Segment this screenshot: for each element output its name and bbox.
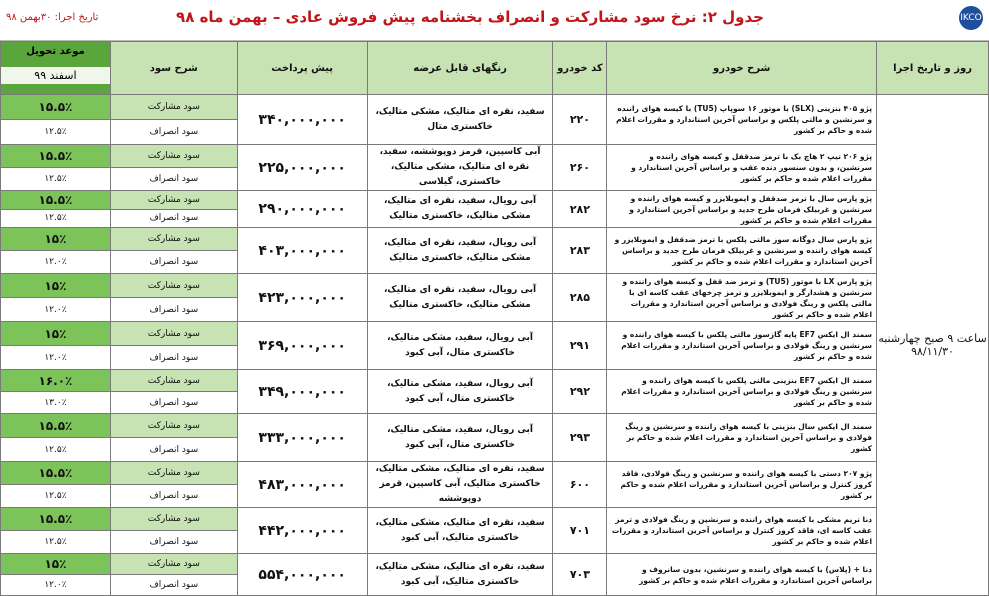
- header-delivery-label: موعد تحویل: [26, 46, 85, 57]
- participation-label: سود مشارکت: [110, 370, 237, 392]
- cancel-rate: ۱۲.۰٪: [1, 346, 111, 370]
- cancel-rate: ۱۲.۵٪: [1, 168, 111, 191]
- car-description: پژو پارس سال با ترمز ضدقفل و ایموبلایزر و کیسه هوای راننده و سرنشین و غربیلک فرمان طرح جدید و براساس آخرین استاندارد و مقررات اعلام شده و حاکم بر کشور: [607, 191, 877, 228]
- prepayment-amount: ۴۰۳,۰۰۰,۰۰۰: [237, 228, 367, 274]
- cancel-rate: ۱۲.۰٪: [1, 575, 111, 596]
- header-colors: رنگهای قابل عرضه: [367, 42, 553, 95]
- participation-label: سود مشارکت: [110, 414, 237, 438]
- available-colors: آبی رویال، سفید، مشکی متالیک، خاکستری متال، آبی کبود: [367, 370, 553, 414]
- execution-datetime: [877, 95, 989, 596]
- issue-date: تاریخ اجرا: ۳۰بهمن ۹۸: [6, 12, 99, 23]
- car-code: ۲۶۰: [553, 145, 607, 191]
- cancel-label: سود انصراف: [110, 251, 237, 274]
- car-code: ۶۰۰: [553, 462, 607, 508]
- prepayment-amount: ۲۲۵,۰۰۰,۰۰۰: [237, 145, 367, 191]
- cancel-rate: ۱۲.۵٪: [1, 438, 111, 462]
- participation-rate: ۱۵٪: [1, 274, 111, 298]
- available-colors: آبی رویال، سفید، نقره ای متالیک، مشکی متالیک، خاکستری متالیک: [367, 228, 553, 274]
- participation-label: سود مشارکت: [110, 274, 237, 298]
- available-colors: سفید، نقره ای متالیک، مشکی متالیک، خاکستری متالیک، آبی کبود: [367, 508, 553, 554]
- participation-label: سود مشارکت: [110, 554, 237, 575]
- participation-label: سود مشارکت: [110, 191, 237, 210]
- cancel-label: سود انصراف: [110, 209, 237, 228]
- participation-rate: ۱۶.۰٪: [1, 370, 111, 392]
- table-row: [1, 322, 989, 346]
- table-header-row: [1, 42, 989, 95]
- car-description: پژو پارس LX با موتور (TU5) و ترمز ضد قفل و کیسه هوای راننده و سرنشین و هشدارگر و ایموبلایزر و ترمز چرخهای عقب کاسه ای با مالتی پلکس و رینگ فولادی و براساس آخرین استاندارد و مقررات اعلام شده و حاکم بر کشور: [607, 274, 877, 322]
- participation-rate: ۱۵.۵٪: [1, 95, 111, 120]
- car-code: ۷۰۳: [553, 554, 607, 596]
- participation-rate: ۱۵٪: [1, 322, 111, 346]
- cancel-label: سود انصراف: [110, 485, 237, 508]
- participation-label: سود مشارکت: [110, 145, 237, 168]
- car-description: پژو ۲۰۶ تیپ ۲ هاچ بک با ترمز ضدقفل و کیسه هوای راننده و سرنشین، و بدون سنسور دنده عقب و براساس آخرین استاندارد و مقررات اعلام شده و حاکم بر کشور: [607, 145, 877, 191]
- available-colors: آبی کاسپین، قرمز دوپوششه، سفید، نقره ای متالیک، مشکی متالیک، خاکستری، گیلاسی: [367, 145, 553, 191]
- cancel-rate: ۱۲.۰٪: [1, 298, 111, 322]
- car-description: دنا + (پلاس) با کیسه هوای راننده و سرنشین، بدون سانروف و براساس آخرین استاندارد و مقررات اعلام شده و حاکم بر کشور: [607, 554, 877, 596]
- cancel-label: سود انصراف: [110, 120, 237, 145]
- prepayment-amount: ۵۵۴,۰۰۰,۰۰۰: [237, 554, 367, 596]
- available-colors: سفید، نقره ای متالیک، مشکی متالیک، خاکستری متالیک، آبی کاسپین، قرمز دوپوششه: [367, 462, 553, 508]
- available-colors: سفید، نقره ای متالیک، مشکی متالیک، خاکستری متالیک، آبی کبود: [367, 554, 553, 596]
- car-code: ۲۹۱: [553, 322, 607, 370]
- prepayment-amount: ۳۴۰,۰۰۰,۰۰۰: [237, 95, 367, 145]
- car-code: ۲۸۳: [553, 228, 607, 274]
- table-row: [1, 370, 989, 392]
- car-description: سمند ال ایکس EF7 پایه گازسوز مالتی پلکس با کیسه هوای راننده و سرنشین و رینگ فولادی و براساس آخرین استاندارد و مقررات اعلام شده و حاکم بر کشور: [607, 322, 877, 370]
- car-code: ۲۹۲: [553, 370, 607, 414]
- table-row: [1, 508, 989, 531]
- prepayment-amount: ۳۶۹,۰۰۰,۰۰۰: [237, 322, 367, 370]
- cancel-rate: ۱۳.۰٪: [1, 392, 111, 414]
- available-colors: آبی رویال، سفید، مشکی متالیک، خاکستری متال، آبی کبود: [367, 322, 553, 370]
- car-code: ۲۹۳: [553, 414, 607, 462]
- cancel-rate: ۱۲.۵٪: [1, 531, 111, 554]
- car-code: ۲۸۵: [553, 274, 607, 322]
- prepayment-amount: ۳۴۹,۰۰۰,۰۰۰: [237, 370, 367, 414]
- cancel-rate: ۱۲.۵٪: [1, 209, 111, 228]
- car-description: دنا تریم مشکی با کیسه هوای راننده و سرنشین و رینگ فولادی و ترمز عقب کاسه ای، فاقد کروز کنترل و براساس آخرین استاندارد و مقررات اعلام شده و حاکم بر کشور: [607, 508, 877, 554]
- cancel-label: سود انصراف: [110, 438, 237, 462]
- prepayment-amount: ۴۲۳,۰۰۰,۰۰۰: [237, 274, 367, 322]
- participation-rate: ۱۵.۵٪: [1, 508, 111, 531]
- execution-time: ساعت ۹ صبح چهارشنبه: [878, 332, 987, 345]
- header-code: کد خودرو: [553, 42, 607, 95]
- car-code: ۲۲۰: [553, 95, 607, 145]
- participation-rate: ۱۵.۵٪: [1, 414, 111, 438]
- participation-label: سود مشارکت: [110, 462, 237, 485]
- participation-rate: ۱۵٪: [1, 554, 111, 575]
- available-colors: سفید، نقره ای متالیک، مشکی متالیک، خاکستری متال: [367, 95, 553, 145]
- table-row: [1, 414, 989, 438]
- cancel-label: سود انصراف: [110, 575, 237, 596]
- header-car-desc: شرح خودرو: [607, 42, 877, 95]
- participation-rate: ۱۵.۵٪: [1, 462, 111, 485]
- prepayment-amount: ۳۳۳,۰۰۰,۰۰۰: [237, 414, 367, 462]
- participation-label: سود مشارکت: [110, 95, 237, 120]
- document-title: جدول ۲: نرخ سود مشارکت و انصراف بخشنامه پیش فروش عادی – بهمن ماه ۹۸: [176, 8, 764, 26]
- car-code: ۷۰۱: [553, 508, 607, 554]
- prepayment-amount: ۲۹۰,۰۰۰,۰۰۰: [237, 191, 367, 228]
- document-header: [0, 0, 989, 41]
- car-description: سمند ال ایکس EF7 بنزینی مالتی پلکس با کیسه هوای راننده و سرنشین و رینگ فولادی و براساس آخرین استاندارد و مقررات اعلام شده و حاکم بر کشور: [607, 370, 877, 414]
- header-delivery: [1, 42, 111, 95]
- cancel-rate: ۱۲.۵٪: [1, 120, 111, 145]
- cancel-rate: ۱۲.۵٪: [1, 485, 111, 508]
- table-row: [1, 145, 989, 168]
- table-row: [1, 462, 989, 485]
- header-date: روز و تاریخ اجرا: [877, 42, 989, 95]
- cancel-label: سود انصراف: [110, 168, 237, 191]
- table-row: [1, 554, 989, 575]
- header-profit-desc: شرح سود: [110, 42, 237, 95]
- prepayment-amount: ۴۸۳,۰۰۰,۰۰۰: [237, 462, 367, 508]
- cancel-rate: ۱۲.۰٪: [1, 251, 111, 274]
- participation-label: سود مشارکت: [110, 322, 237, 346]
- available-colors: آبی رویال، سفید، نقره ای متالیک، مشکی متالیک، خاکستری متالیک: [367, 191, 553, 228]
- cancel-label: سود انصراف: [110, 346, 237, 370]
- table-row: [1, 95, 989, 120]
- cancel-label: سود انصراف: [110, 392, 237, 414]
- participation-rate: ۱۵.۵٪: [1, 191, 111, 210]
- cancel-label: سود انصراف: [110, 531, 237, 554]
- prepayment-amount: ۴۴۲,۰۰۰,۰۰۰: [237, 508, 367, 554]
- available-colors: آبی رویال، سفید، نقره ای متالیک، مشکی متالیک، خاکستری متالیک: [367, 274, 553, 322]
- car-code: ۲۸۲: [553, 191, 607, 228]
- table-row: [1, 191, 989, 210]
- car-description: پژو ۴۰۵ بنزینی (SLX) با موتور ۱۶ سوپاپ (TU5) با کیسه هوای راننده و سرنشین و مالتی پلکس و براساس آخرین استاندارد و مقررات اعلام شده و حاکم بر کشور: [607, 95, 877, 145]
- participation-label: سود مشارکت: [110, 508, 237, 531]
- cancel-label: سود انصراف: [110, 298, 237, 322]
- header-prepay: پیش پرداخت: [237, 42, 367, 95]
- car-description: پژو پارس سال دوگانه سوز مالتی پلکس با ترمز ضدقفل و ایموبلایزر و کیسه هوای راننده و سرنشین و غربیلک فرمان طرح جدید و براساس آخرین استاندارد و مقررات اعلام شده و حاکم بر کشور: [607, 228, 877, 274]
- participation-rate: ۱۵.۵٪: [1, 145, 111, 168]
- car-description: پژو ۲۰۷ دستی با کیسه هوای راننده و سرنشین و رینگ فولادی، فاقد کروز کنترل و براساس آخرین استاندارد و مقررات اعلام شده و حاکم بر کشور: [607, 462, 877, 508]
- participation-rate: ۱۵٪: [1, 228, 111, 251]
- available-colors: آبی رویال، سفید، مشکی متالیک، خاکستری متال، آبی کبود: [367, 414, 553, 462]
- header-delivery-value: اسفند ۹۹: [1, 67, 110, 84]
- company-logo: IKCO: [959, 6, 983, 30]
- table-row: [1, 274, 989, 298]
- car-description: سمند ال ایکس سال بنزینی با کیسه هوای راننده و سرنشین و رینگ فولادی و براساس آخرین استاندارد و مقررات اعلام شده و حاکم بر کشور: [607, 414, 877, 462]
- execution-date: ۹۸/۱۱/۳۰: [911, 345, 954, 358]
- prices-table: [0, 41, 989, 596]
- participation-label: سود مشارکت: [110, 228, 237, 251]
- table-row: [1, 228, 989, 251]
